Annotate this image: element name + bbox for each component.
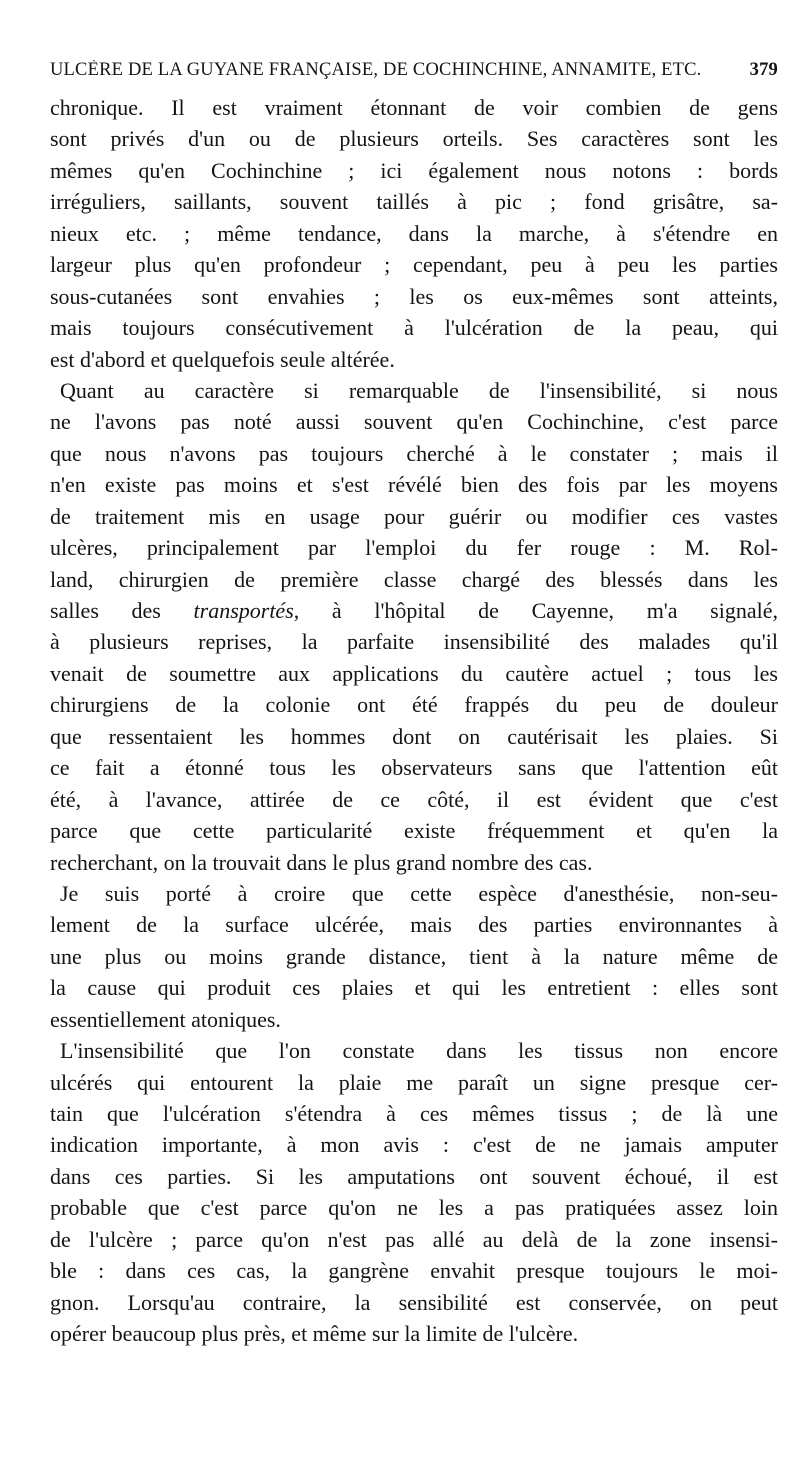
text-line: gnon. Lorsqu'au contraire, la sensibilité est conservée, on peut (50, 1289, 778, 1315)
italic-term: transportés (193, 598, 294, 623)
paragraph-end-line: est d'abord et quelquefois seule altérée. (50, 346, 395, 372)
body-text (50, 92, 778, 1350)
text-line: de l'ulcère ; parce qu'on n'est pas allé au delà de la zone insensi- (50, 1226, 778, 1252)
text-line: largeur plus qu'en profondeur ; cependant, peu à peu les parties (50, 252, 778, 278)
text-line: chronique. Il est vraiment étonnant de voir combien de gens (50, 95, 778, 120)
text-line: ce fait a étonné tous les observateurs sans que l'attention eût (50, 755, 778, 781)
text-line: que ressentaient les hommes dont on cautérisait les plaies. Si (50, 723, 778, 749)
text-line-with-italic (50, 595, 778, 626)
text-line: chirurgiens de la colonie ont été frappés du peu de douleur (50, 692, 778, 718)
paragraph-first-line: L'insensibilité que l'on constate dans les tissus non encore (60, 1038, 778, 1064)
text-line: ble : dans ces cas, la gangrène envahit presque toujours le moi- (50, 1258, 778, 1284)
text-line: ne l'avons pas noté aussi souvent qu'en Cochinchine, c'est parce (50, 409, 778, 435)
text-line: lement de la surface ulcérée, mais des parties environnantes à (50, 912, 778, 938)
paragraph-end-line: essentiellement atoniques. (50, 1006, 281, 1032)
text-line: n'en existe pas moins et s'est révélé bien des fois par les moyens (50, 472, 778, 498)
text-line: que nous n'avons pas toujours cherché à le constater ; mais il (50, 440, 778, 466)
paragraph-first-line: Quant au caractère si remarquable de l'insensibilité, si nous (60, 377, 778, 403)
text-line: de traitement mis en usage pour guérir ou modifier ces vastes (50, 503, 778, 529)
text-line: mêmes qu'en Cochinchine ; ici également nous notons : bords (50, 157, 778, 183)
text-line: la cause qui produit ces plaies et qui les entretient : elles sont (50, 975, 778, 1001)
text-line: parce que cette particularité existe fréquemment et qu'en la (50, 818, 778, 844)
text-segment: , à l'hôpital de Cayenne, m'a signalé, (293, 598, 778, 623)
paragraph-end-line: opérer beaucoup plus près, et même sur la limite de l'ulcère. (50, 1321, 579, 1347)
text-line: mais toujours consécutivement à l'ulcération de la peau, qui (50, 315, 778, 341)
text-line: ulcères, principalement par l'emploi du fer rouge : M. Rol- (50, 535, 778, 561)
text-line: irréguliers, saillants, souvent taillés à pic ; fond grisâtre, sa- (50, 189, 778, 215)
text-line: venait de soumettre aux applications du cautère actuel ; tous les (50, 660, 778, 686)
text-line: dans ces parties. Si les amputations ont souvent échoué, il est (50, 1163, 778, 1189)
text-line: nieux etc. ; même tendance, dans la marche, à s'étendre en (50, 220, 778, 246)
text-line: ulcérés qui entourent la plaie me paraît un signe presque cer- (50, 1069, 778, 1095)
text-line: indication importante, à mon avis : c'est de ne jamais amputer (50, 1132, 778, 1158)
paragraph-first-line: Je suis porté à croire que cette espèce d'anesthésie, non-seu- (60, 880, 778, 906)
running-head (50, 60, 778, 86)
text-line: été, à l'avance, attirée de ce côté, il est évident que c'est (50, 786, 778, 812)
page-number: 379 (749, 60, 778, 80)
text-line: land, chirurgien de première classe chargé des blessés dans les (50, 566, 778, 592)
text-line: sont privés d'un ou de plusieurs orteils. Ses caractères sont les (50, 126, 778, 152)
text-segment: salles des (50, 598, 194, 623)
text-line: à plusieurs reprises, la parfaite insensibilité des malades qu'il (50, 629, 778, 655)
text-line: tain que l'ulcération s'étendra à ces mêmes tissus ; de là une (50, 1101, 778, 1126)
running-title: ULCÈRE DE LA GUYANE FRANÇAISE, DE COCHINCHINE, ANNAMITE, ETC. (50, 60, 702, 80)
text-line: sous-cutanées sont envahies ; les os eux-mêmes sont atteints, (50, 283, 778, 309)
text-line: une plus ou moins grande distance, tient à la nature même de (50, 943, 778, 969)
paragraph-end-line: recherchant, on la trouvait dans le plus grand nombre des cas. (50, 849, 593, 875)
text-line: probable que c'est parce qu'on ne les a pas pratiquées assez loin (50, 1195, 778, 1221)
